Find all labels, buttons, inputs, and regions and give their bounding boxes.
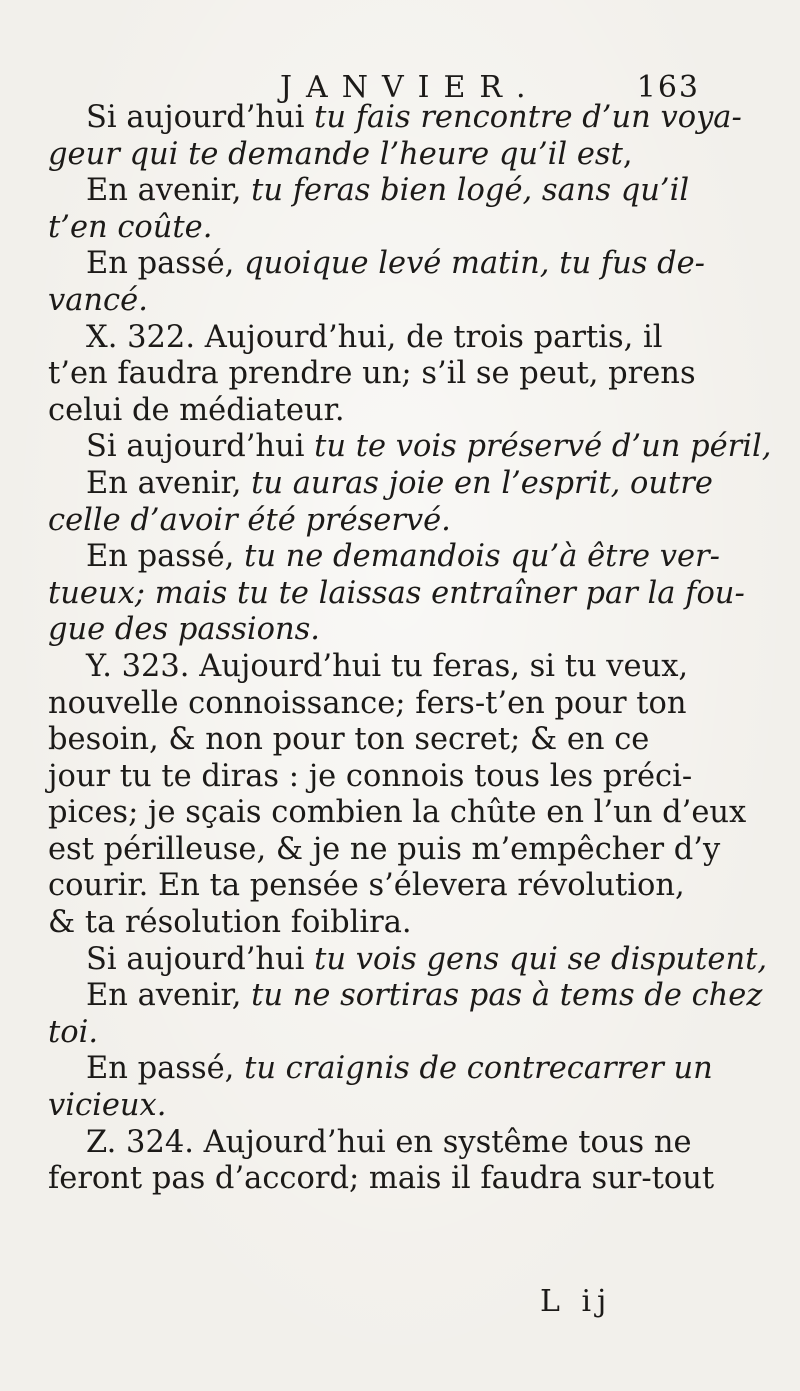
text-line (48, 1051, 760, 1088)
italic-text: gue des passions. (48, 612, 320, 648)
roman-text: Z. 324. Aujourd’hui en systême tous ne (86, 1124, 692, 1160)
roman-text: courir. En ta pensée s’élevera révolution, (48, 868, 685, 904)
text-line (10, 356, 760, 393)
signature-mark: L ij (540, 1284, 613, 1319)
paragraph (48, 173, 760, 246)
roman-text: En passé, (86, 539, 245, 575)
text-line (10, 612, 760, 649)
text-line (10, 576, 760, 613)
paragraph (48, 539, 760, 649)
italic-text: tu ne demandois qu’à être ver- (244, 539, 720, 575)
paragraph (48, 1125, 760, 1198)
paragraph (48, 429, 772, 466)
roman-text: En passé, (86, 246, 245, 282)
italic-text: tu fais rencontre d’un voya- (314, 100, 742, 135)
roman-text: celui de médiateur. (48, 392, 345, 428)
text-line (48, 100, 760, 137)
roman-text: Si aujourd’hui (86, 100, 315, 135)
text-line (48, 173, 760, 210)
text-line (10, 759, 760, 796)
italic-text: celle d’avoir été préservé. (48, 502, 451, 538)
roman-text: est périlleuse, & je ne puis m’empêcher d’y (48, 831, 721, 867)
body-text (48, 100, 772, 1198)
text-line (10, 905, 760, 942)
italic-text: quoique levé matin, tu fus de- (244, 246, 705, 282)
text-line (10, 722, 760, 759)
running-title: JANVIER. (280, 70, 540, 105)
text-line (10, 795, 760, 832)
roman-text: nouvelle connoissance; fers-t’en pour ton (48, 685, 687, 721)
text-line (48, 1125, 760, 1162)
roman-text: Si aujourd’hui (86, 429, 315, 465)
text-line (10, 210, 760, 247)
text-line (10, 137, 760, 174)
italic-text: tu te vois préservé d’un péril, (314, 429, 772, 465)
roman-text: besoin, & non pour ton secret; & en ce (48, 722, 650, 758)
text-line (48, 466, 760, 503)
text-line (10, 1088, 760, 1125)
text-line (48, 978, 763, 1015)
italic-text: tu ne sortiras pas à tems de chez (251, 978, 763, 1014)
italic-text: tu craignis de contrecarrer un (244, 1051, 713, 1087)
roman-text: & ta résolution foiblira. (48, 905, 412, 941)
roman-text: En avenir, (86, 465, 252, 501)
roman-text: pices; je sçais combien la chûte en l’un d’eux (48, 795, 747, 831)
italic-text: tu feras bien logé, sans qu’il (251, 173, 690, 209)
text-line (10, 393, 760, 430)
roman-text: En passé, (86, 1051, 245, 1087)
italic-text: tu vois gens qui se disputent, (314, 941, 768, 977)
roman-text: t’en faudra prendre un; s’il se peut, prens (48, 356, 696, 392)
paragraph (48, 246, 760, 319)
page-number: 163 (636, 70, 700, 105)
roman-text: feront pas d’accord; mais il faudra sur-tout (48, 1161, 715, 1197)
paragraph (48, 1051, 760, 1124)
roman-text: , (622, 136, 633, 172)
italic-text: vicieux. (48, 1088, 167, 1124)
roman-text: X. 322. Aujourd’hui, de trois partis, il (86, 319, 663, 355)
text-line (10, 283, 760, 320)
italic-text: t’en coûte. (48, 209, 213, 245)
paragraph (48, 649, 760, 942)
text-line (48, 429, 772, 466)
text-line (10, 1015, 760, 1052)
text-line (10, 686, 760, 723)
italic-text: vancé. (48, 282, 148, 318)
italic-text: tueux; mais tu te laissas entraîner par la fou- (48, 575, 745, 611)
text-line (48, 320, 760, 357)
paragraph (48, 941, 768, 979)
roman-text: En avenir, (86, 978, 252, 1014)
text-line (10, 503, 760, 540)
roman-text: En avenir, (86, 173, 252, 209)
text-line (48, 539, 760, 576)
roman-text: Si aujourd’hui (86, 941, 315, 977)
text-line (10, 1161, 760, 1198)
text-line (48, 649, 760, 686)
roman-text: Y. 323. Aujourd’hui tu feras, si tu veux, (86, 648, 689, 684)
paragraph (48, 466, 760, 539)
italic-text: toi. (48, 1014, 99, 1050)
roman-text: jour tu te diras : je connois tous les préci- (48, 758, 693, 794)
text-line (48, 941, 768, 979)
paragraph (48, 100, 760, 173)
paragraph (48, 978, 763, 1051)
italic-text: tu auras joie en l’esprit, outre (251, 465, 713, 501)
text-line (48, 246, 760, 283)
text-line (10, 868, 760, 905)
text-line (10, 832, 760, 869)
paragraph (48, 320, 760, 430)
italic-text: geur qui te demande l’heure qu’il est (48, 136, 623, 172)
